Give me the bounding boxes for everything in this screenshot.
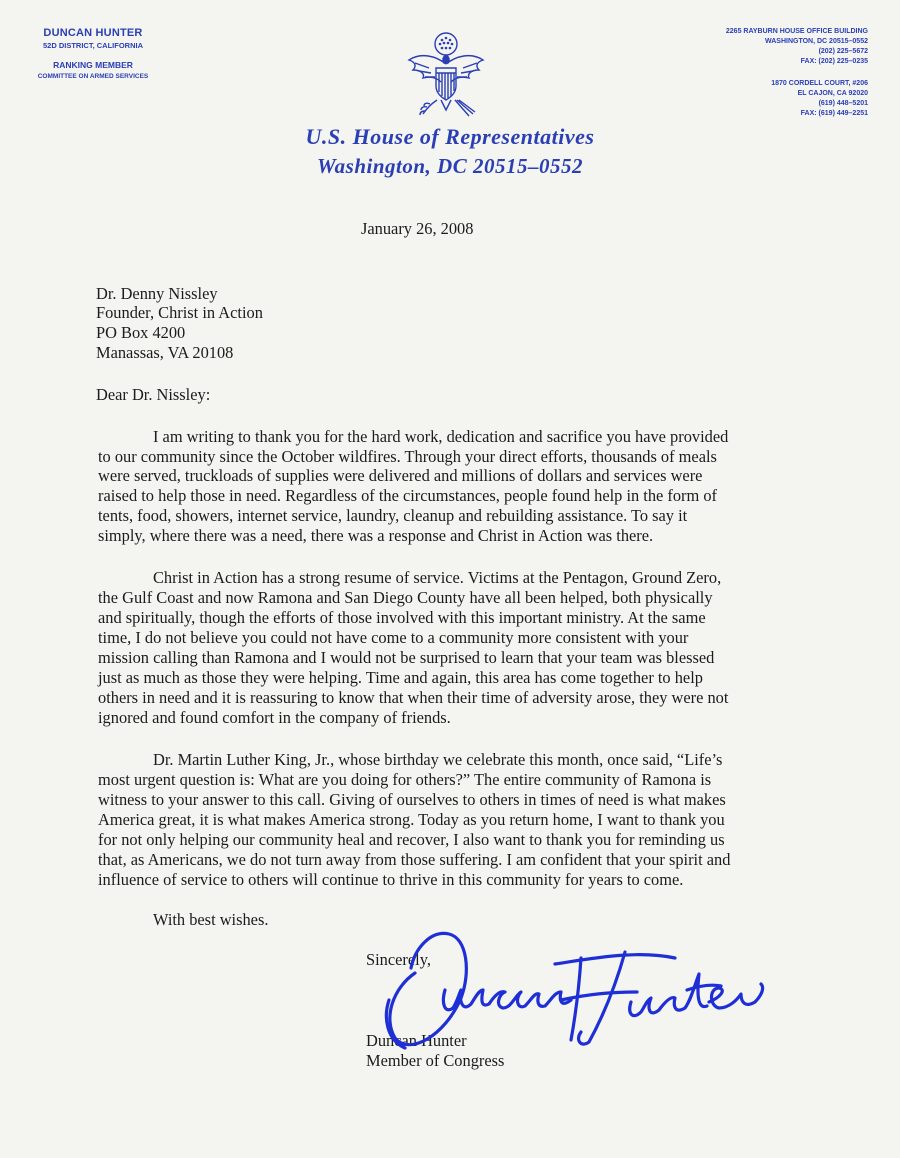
- letterhead-title: U.S. House of Representatives: [305, 124, 595, 149]
- paragraph-3-line: America great, it is what makes America strong. Today as you return home, I want to thank you: [98, 810, 725, 829]
- dc-address-line-1: 2265 RAYBURN HOUSE OFFICE BUILDING: [725, 28, 868, 35]
- paragraph-1-line: raised to help those in need. Regardless of the circumstances, people found help in the form of: [98, 486, 718, 505]
- member-district: 52D DISTRICT, CALIFORNIA: [42, 41, 143, 50]
- recipient-line: Manassas, VA 20108: [96, 343, 234, 362]
- paragraph-2-line: others in need and it is reassuring to know that when their time of adversity arose, they were not: [98, 688, 729, 707]
- recipient-line: Founder, Christ in Action: [96, 303, 263, 322]
- letter-date: January 26, 2008: [361, 219, 474, 238]
- paragraph-1-line: to our community since the October wildfires. Through your direct efforts, thousands of meals: [98, 447, 717, 466]
- paragraph-3-line: witness to your answer to this call. Giving of ourselves to others in times of need is what makes: [98, 790, 726, 809]
- handwritten-signature: [375, 928, 775, 1058]
- closing-wish: With best wishes.: [153, 910, 269, 929]
- salutation: Dear Dr. Nissley:: [96, 385, 211, 404]
- member-name: DUNCAN HUNTER: [43, 27, 143, 39]
- paragraph-2-line: just as much as those they were helping. Time and again, this area has come together to help: [98, 668, 703, 687]
- local-fax: FAX: (619) 449–2251: [800, 110, 868, 117]
- paragraph-2-line: the Gulf Coast and now Ramona and San Diego County have all been helped, both physically: [98, 588, 713, 607]
- paragraph-1-line: simply, where there was a need, there was a response and Christ in Action was there.: [98, 526, 654, 545]
- paragraph-3-line: that, as Americans, we do not turn away from those suffering. I am confident that your spirit and: [98, 850, 731, 869]
- signer-name: Duncan Hunter: [366, 1031, 467, 1050]
- dc-fax: FAX: (202) 225–0235: [800, 58, 868, 65]
- paragraph-2-line: time, I do not believe you could not have come to a community more consistent with your: [98, 628, 689, 647]
- paragraph-2-line: mission calling than Ramona and I would not be surprised to learn that your team was blessed: [98, 648, 715, 667]
- closing: Sincerely,: [366, 950, 431, 969]
- signer-title: Member of Congress: [366, 1051, 505, 1070]
- letterhead-right: [688, 27, 868, 119]
- dc-address-line-2: WASHINGTON, DC 20515–0552: [765, 38, 868, 45]
- local-phone: (619) 448–5201: [818, 100, 868, 107]
- local-address-line-1: 1870 CORDELL COURT, #206: [771, 80, 868, 87]
- letterhead-subtitle: Washington, DC 20515–0552: [317, 154, 583, 178]
- recipient-line: PO Box 4200: [96, 323, 186, 342]
- member-committee: COMMITTEE ON ARMED SERVICES: [37, 73, 149, 80]
- paragraph-3-line: influence of service to others will continue to thrive in this community for years to come.: [98, 870, 684, 889]
- letterhead-left: [18, 27, 168, 80]
- paragraph-2-line: and spiritually, though the efforts of those involved with this important ministry. At the same: [98, 608, 706, 627]
- paragraph-2-line: Christ in Action has a strong resume of service. Victims at the Pentagon, Ground Zero,: [153, 568, 722, 587]
- paragraph-1-line: tents, food, showers, internet service, laundry, cleanup and rebuilding assistance. To say it: [98, 506, 688, 525]
- paragraph-1-line: were served, truckloads of supplies were delivered and millions of dollars and services were: [98, 466, 703, 485]
- recipient-line: Dr. Denny Nissley: [96, 284, 218, 303]
- paragraph-3-line: for not only helping our community heal and recover, I also want to thank you for reminding us: [98, 830, 725, 849]
- house-seal-icon: [401, 30, 491, 122]
- paragraph-3-line: most urgent question is: What are you doing for others?” The entire community of Ramona is: [98, 770, 712, 789]
- paragraph-2-line: ignored and found comfort in the company of friends.: [98, 708, 451, 727]
- local-address-line-2: EL CAJON, CA 92020: [797, 90, 868, 97]
- dc-phone: (202) 225–5672: [818, 48, 868, 55]
- member-role: RANKING MEMBER: [53, 60, 133, 70]
- paragraph-1-line: I am writing to thank you for the hard work, dedication and sacrifice you have provided: [153, 427, 729, 446]
- paragraph-3-line: Dr. Martin Luther King, Jr., whose birthday we celebrate this month, once said, “Life’s: [153, 750, 723, 769]
